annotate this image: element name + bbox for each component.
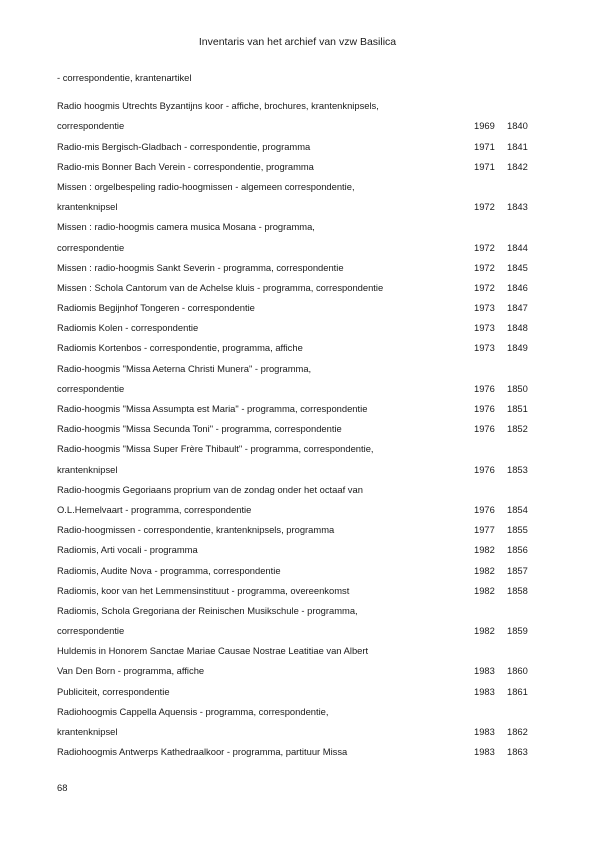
- entry-inventory-number: 1843: [507, 201, 528, 213]
- entry-year: 1973: [474, 322, 495, 334]
- entry-description: Van Den Born - programma, affiche: [57, 665, 205, 677]
- entry-description: Radio-hoogmis "Missa Aeterna Christi Munera" - programma,: [57, 362, 312, 374]
- entry-year: 1983: [474, 665, 495, 677]
- entry-inventory-number: 1851: [507, 403, 528, 414]
- entry-description: Radiomis, Audite Nova - programma, correspondentie: [57, 564, 281, 576]
- inventory-entry: [0, 68, 595, 88]
- entry-gap: [0, 88, 595, 96]
- entry-line: [0, 561, 595, 581]
- entry-year: 1976: [474, 463, 495, 475]
- entry-line: [0, 520, 595, 540]
- entry-year: 1969: [474, 120, 495, 132]
- entry-year: 1976: [474, 423, 495, 435]
- entry-description: Radiomis, Schola Gregoriana der Reinischen Musikschule - programma,: [57, 604, 358, 616]
- entry-inventory-number: 1850: [507, 382, 528, 394]
- entry-description: correspondentie: [57, 120, 125, 132]
- inventory-entry: [0, 419, 595, 439]
- entry-year: 1971: [474, 140, 495, 152]
- entry-line: [0, 96, 595, 116]
- entry-description: krantenknipsel: [57, 201, 118, 213]
- entry-description: Missen : radio-hoogmis Sankt Severin - programma, correspondentie: [57, 261, 344, 273]
- entry-line: [0, 238, 595, 258]
- entry-year: 1976: [474, 403, 495, 414]
- entry-line: [0, 702, 595, 722]
- entry-inventory-number: 1841: [507, 140, 528, 152]
- inventory-entry: [0, 137, 595, 157]
- entry-line: [0, 197, 595, 217]
- entry-description: Missen : Schola Cantorum van de Achelse kluis - programma, correspondentie: [57, 281, 384, 293]
- inventory-entry: [0, 439, 595, 479]
- entry-year: 1982: [474, 625, 495, 637]
- page-header: Inventaris van het archief van vzw Basilica: [198, 36, 397, 48]
- entry-description: Huldemis in Honorem Sanctae Mariae Causae Nostrae Leatitiae van Albert: [57, 645, 369, 657]
- entry-description: correspondentie: [57, 625, 125, 637]
- entry-description: Radio-mis Bergisch-Gladbach - correspondentie, programma: [57, 140, 311, 152]
- entry-line: [0, 480, 595, 500]
- entry-line: [0, 278, 595, 298]
- entry-inventory-number: 1863: [507, 746, 528, 758]
- entry-inventory-number: 1857: [507, 564, 528, 576]
- entry-year: 1973: [474, 302, 495, 314]
- entry-line: [0, 460, 595, 480]
- entry-inventory-number: 1840: [507, 120, 528, 132]
- entry-year: 1977: [474, 524, 495, 536]
- inventory-entry: [0, 359, 595, 399]
- inventory-entry: [0, 298, 595, 318]
- inventory-entry: [0, 702, 595, 742]
- entry-inventory-number: 1844: [507, 241, 528, 253]
- entry-description: krantenknipsel: [57, 726, 118, 737]
- entry-year: 1972: [474, 261, 495, 273]
- entry-description: Radiomis, koor van het Lemmensinstituut - programma, overeenkomst: [57, 584, 350, 596]
- entry-line: [0, 439, 595, 459]
- entry-line: [0, 500, 595, 520]
- entry-line: [0, 298, 595, 318]
- entry-inventory-number: 1855: [507, 524, 528, 536]
- inventory-entry: [0, 96, 595, 136]
- entry-year: 1983: [474, 746, 495, 758]
- entry-description: Radiomis, Arti vocali - programma: [57, 544, 198, 556]
- inventory-entry: [0, 480, 595, 520]
- entry-line: [0, 318, 595, 338]
- entry-year: 1982: [474, 544, 495, 556]
- inventory-entry: [0, 399, 595, 419]
- inventory-entry: [0, 682, 595, 702]
- entry-year: 1982: [474, 564, 495, 576]
- entry-line: [0, 217, 595, 237]
- entry-line: [0, 258, 595, 278]
- entry-line: [0, 359, 595, 379]
- entry-line: [0, 661, 595, 681]
- inventory-entry: [0, 561, 595, 581]
- entry-description: Radiomis Begijnhof Tongeren - correspondentie: [57, 302, 255, 314]
- entry-year: 1982: [474, 584, 495, 596]
- entry-line: [0, 399, 595, 419]
- entry-year: 1972: [474, 241, 495, 253]
- entry-description: Radio-hoogmis "Missa Secunda Toni" - programma, correspondentie: [57, 423, 342, 435]
- entry-line: [0, 137, 595, 157]
- entry-line: [0, 621, 595, 641]
- entry-line: [0, 68, 595, 88]
- entry-inventory-number: 1847: [507, 302, 528, 314]
- entry-inventory-number: 1856: [507, 544, 528, 556]
- entry-description: correspondentie: [57, 241, 125, 253]
- entry-inventory-number: 1860: [507, 665, 528, 677]
- inventory-entry: [0, 338, 595, 358]
- entry-inventory-number: 1859: [507, 625, 528, 637]
- entry-year: 1983: [474, 685, 495, 697]
- entry-inventory-number: 1842: [507, 160, 528, 172]
- entry-description: correspondentie: [57, 382, 125, 394]
- entry-year: 1976: [474, 503, 495, 515]
- entry-line: [0, 641, 595, 661]
- entry-year: 1973: [474, 342, 495, 354]
- entry-year: 1976: [474, 382, 495, 394]
- entry-description: Radiomis Kolen - correspondentie: [57, 322, 199, 334]
- entry-line: [0, 742, 595, 762]
- inventory-entry: [0, 601, 595, 641]
- inventory-entry: [0, 742, 595, 762]
- entry-inventory-number: 1846: [507, 281, 528, 293]
- entry-line: [0, 601, 595, 621]
- inventory-entry: [0, 217, 595, 257]
- entry-line: [0, 419, 595, 439]
- entry-line: [0, 682, 595, 702]
- entry-inventory-number: 1845: [507, 261, 528, 273]
- entry-inventory-number: 1849: [507, 342, 528, 354]
- entry-inventory-number: 1858: [507, 584, 528, 596]
- inventory-entry: [0, 318, 595, 338]
- entry-year: 1972: [474, 201, 495, 213]
- entry-description: Radiohoogmis Antwerps Kathedraalkoor - programma, partituur Missa: [57, 746, 348, 758]
- entry-description: Missen : orgelbespeling radio-hoogmissen - algemeen correspondentie,: [57, 180, 355, 192]
- entry-inventory-number: 1854: [507, 503, 528, 515]
- entry-year: 1983: [474, 726, 495, 737]
- entry-line: [0, 338, 595, 358]
- entry-line: [0, 581, 595, 601]
- inventory-entry: [0, 258, 595, 278]
- entry-inventory-number: 1852: [507, 423, 528, 435]
- entry-inventory-number: 1862: [507, 726, 528, 737]
- entry-description: Missen : radio-hoogmis camera musica Mosana - programma,: [57, 221, 315, 233]
- entry-description: Radio-hoogmis Gegoriaans proprium van de zondag onder het octaaf van: [57, 483, 363, 495]
- inventory-entry: [0, 278, 595, 298]
- inventory-entry: [0, 157, 595, 177]
- entry-line: [0, 177, 595, 197]
- entry-description: Radiohoogmis Cappella Aquensis - programma, correspondentie,: [57, 705, 329, 717]
- entry-description: Radio hoogmis Utrechts Byzantijns koor - affiche, brochures, krantenknipsels,: [57, 100, 379, 112]
- entry-year: 1972: [474, 281, 495, 293]
- entry-line: [0, 116, 595, 136]
- entry-description: Radio-hoogmissen - correspondentie, krantenknipsels, programma: [57, 524, 335, 536]
- entry-description: Publiciteit, correspondentie: [57, 685, 170, 697]
- entry-description: O.L.Hemelvaart - programma, correspondentie: [57, 503, 252, 515]
- entry-description: krantenknipsel: [57, 463, 118, 475]
- entry-description: - correspondentie, krantenartikel: [57, 72, 192, 83]
- inventory-entry: [0, 177, 595, 217]
- entry-line: [0, 157, 595, 177]
- entry-year: 1971: [474, 160, 495, 172]
- entry-inventory-number: 1848: [507, 322, 528, 334]
- entry-line: [0, 722, 595, 742]
- entry-description: Radiomis Kortenbos - correspondentie, programma, affiche: [57, 342, 303, 354]
- entry-line: [0, 379, 595, 399]
- entry-description: Radio-hoogmis "Missa Super Frère Thibault" - programma, correspondentie,: [57, 443, 374, 455]
- entry-description: Radio-mis Bonner Bach Verein - correspondentie, programma: [57, 160, 314, 172]
- entry-inventory-number: 1861: [507, 685, 528, 697]
- inventory-entry: [0, 540, 595, 560]
- entry-line: [0, 540, 595, 560]
- entry-description: Radio-hoogmis "Missa Assumpta est Maria" - programma, correspondentie: [57, 403, 368, 414]
- inventory-list: [0, 68, 595, 762]
- inventory-entry: [0, 520, 595, 540]
- entry-inventory-number: 1853: [507, 463, 528, 475]
- page-number: 68: [57, 782, 68, 793]
- inventory-entry: [0, 581, 595, 601]
- inventory-entry: [0, 641, 595, 681]
